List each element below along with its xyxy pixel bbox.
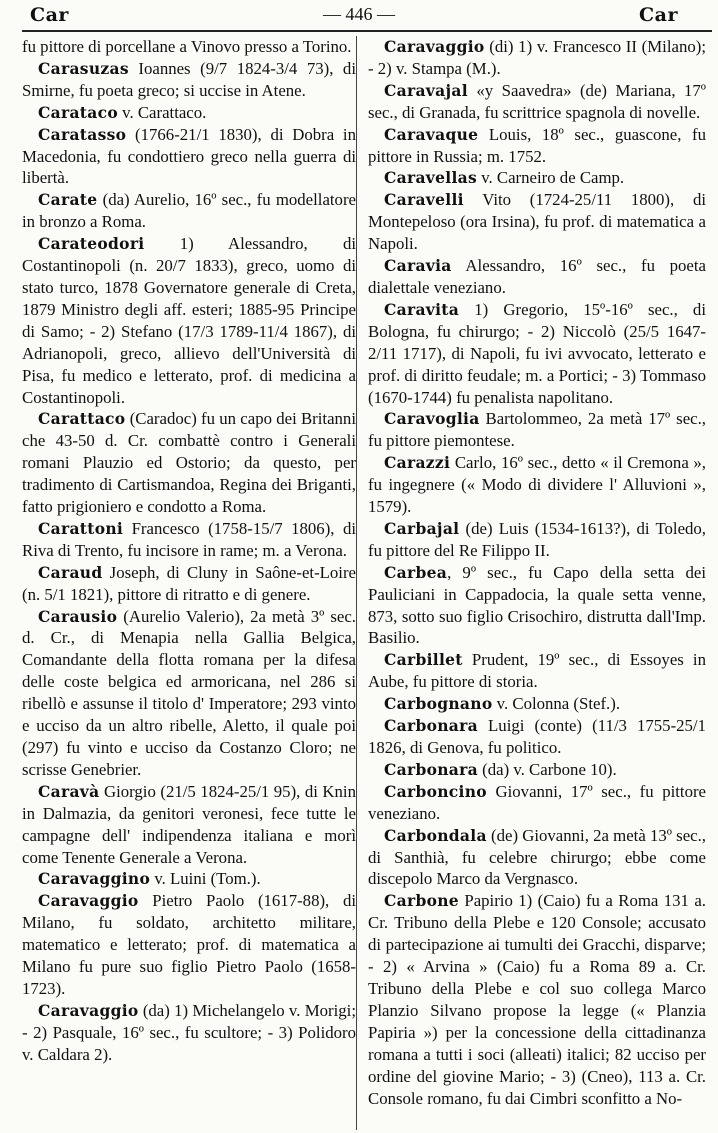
entry-text: Ioannes (9/7 1824-3/4 73), di Smirne, fu poeta greco; si uccise in Atene.: [22, 58, 356, 100]
entry-headword: Caravoglia: [384, 409, 480, 429]
entry-headword: Caravita: [384, 299, 460, 319]
dictionary-entry: [368, 255, 706, 299]
dictionary-entry: [22, 189, 356, 233]
entry-headword: Carate: [38, 190, 98, 210]
entry-headword: Caravaggio: [38, 1000, 139, 1020]
page-header: [0, 2, 718, 28]
entry-headword: Carateodori: [38, 234, 145, 254]
right-column: [368, 36, 706, 1130]
column-divider: [356, 36, 357, 1130]
entry-text: v. Colonna (Stef.).: [492, 694, 621, 714]
dictionary-entry: [22, 124, 356, 190]
entry-text: Pietro Paolo (1617-88), di Milano, fu soldato, architetto militare, matematico e letterato; prof. di matematica a Milano fu pure suo figlio Pietro Paolo (1658-1723).: [22, 891, 356, 998]
entry-text: Giorgio (21/5 1824-25/1 95), di Knin in Dalmazia, da genitori veronesi, fece tutte le campagne dell' indipendenza italiana e morì come Tenente Generale a Verona.: [22, 781, 356, 867]
entry-headword: Caravaggio: [38, 891, 139, 911]
dictionary-entry: [22, 868, 356, 890]
entry-headword: Carausio: [38, 606, 118, 626]
entry-headword: Carbognano: [384, 694, 493, 714]
dictionary-entry: [368, 825, 706, 891]
entry-headword: Carbone: [384, 891, 459, 911]
header-left-word: Car: [30, 4, 69, 26]
entry-headword: Caraud: [38, 562, 103, 582]
entry-text: 1) Gregorio, 15º-16º sec., di Bologna, fu chirurgo; - 2) Niccolò (25/5 1647-2/11 1717), di Napoli, fu ivi avvocato, letterato e prof. di diritto feudale; m. a Portici; - 3) Tommaso (1670-1744) fu penalista napolitano.: [368, 299, 706, 407]
dictionary-entry: [368, 759, 706, 781]
entry-headword: Caratasso: [38, 124, 127, 144]
entry-headword: Carattoni: [38, 518, 124, 538]
header-rule: [22, 30, 712, 32]
entry-headword: Carbillet: [384, 650, 463, 670]
entry-headword: Carbonara: [384, 716, 478, 736]
entry-headword: Carbonara: [384, 759, 478, 779]
dictionary-entry: [368, 189, 706, 255]
entry-text: Alessandro, 16º sec., fu poeta dialettale veneziano.: [368, 256, 706, 297]
header-right-word: Car: [639, 4, 678, 26]
dictionary-entry: [22, 408, 356, 518]
dictionary-entry: [368, 693, 706, 715]
entry-headword: Caravaggio: [384, 37, 485, 56]
dictionary-entry: [368, 890, 706, 1109]
entry-text: Carlo, 16º sec., detto « il Cremona », fu ingegnere (« Modo di dividere l' Alluvioni », 1579).: [368, 453, 706, 517]
entry-text: Giovanni, 17º sec., fu pittore veneziano.: [368, 781, 706, 823]
dictionary-entry: [368, 562, 706, 650]
entry-headword: Carbondala: [384, 825, 487, 845]
dictionary-entry: [368, 80, 706, 124]
entry-text: Luigi (conte) (11/3 1755-25/1 1826, di Genova, fu politico.: [368, 716, 706, 757]
left-column: [22, 36, 356, 1130]
entry-headword: Caravajal: [384, 80, 468, 100]
dictionary-entry: [368, 408, 706, 452]
dictionary-entry: [22, 1000, 356, 1066]
dictionary-entry: [22, 606, 356, 781]
entry-headword: Caravellas: [384, 168, 478, 188]
dictionary-entry: [368, 649, 706, 693]
entry-headword: Caravia: [384, 256, 452, 276]
entry-headword: Carasuzas: [38, 58, 129, 78]
dictionary-entry: [368, 518, 706, 562]
entry-headword: Carbea: [384, 562, 448, 582]
dictionary-entry: [22, 233, 356, 408]
entry-headword: Caravaggino: [38, 869, 151, 889]
entry-text: v. Carattaco.: [117, 102, 207, 122]
entry-headword: Carboncino: [384, 781, 487, 801]
entry-text: (de) Luis (1534-1613?), di Toledo, fu pittore del Re Filippo II.: [368, 518, 706, 560]
entry-text: Vito (1724-25/11 1800), di Montepeloso (ora Irsina), fu prof. di matematica a Napoli.: [368, 190, 706, 254]
dictionary-entry: [22, 58, 356, 102]
entry-text: Joseph, di Cluny in Saône-et-Loire (n. 5/1 1821), pittore di ritratto e di genere.: [22, 562, 356, 604]
dictionary-entry: [368, 124, 706, 168]
entry-headword: Caravelli: [384, 190, 464, 210]
entry-text: v. Luini (Tom.).: [150, 869, 261, 889]
entry-headword: Carazzi: [384, 453, 451, 473]
entry-text: Prudent, 19º sec., di Essoyes in Aube, fu pittore di storia.: [368, 650, 706, 692]
entry-headword: Carattaco: [38, 409, 126, 429]
dictionary-entry: [368, 781, 706, 825]
entry-headword: Caravaque: [384, 124, 479, 144]
dictionary-entry: [22, 890, 356, 1000]
entry-text: fu pittore di porcellane a Vinovo presso a Torino.: [22, 37, 352, 56]
entry-text: v. Carneiro de Camp.: [477, 168, 625, 188]
dictionary-entry: [368, 36, 706, 80]
dictionary-entry: [22, 36, 356, 58]
entry-text: Louis, 18º sec., guascone, fu pittore in Russia; m. 1752.: [368, 124, 706, 166]
entry-text: Papirio 1) (Caio) fu a Roma 131 a. Cr. Tribuno della Plebe e 120 Console; accusato di partecipazione ai tumulti dei Gracchi, disparve; - 2) « Arvina » (Caio) fu a Roma 89 a. Cr. Tribuno della Plebe e col suo collega Marco Planzio Silvano propose la legge (« Planzia Papiria ») per la concessione della cittadinanza romana a tutti i soci (alleati) italici; 82 ucciso per ordine del giovine Mario; - 3) (Cneo), 113 a. Cr. Console romano, fu dai Cimbri sconfitto a No-: [368, 891, 706, 1108]
entry-headword: Caravà: [38, 781, 100, 801]
dictionary-entry: [22, 562, 356, 606]
entry-text: (da) v. Carbone 10).: [477, 759, 617, 779]
entry-text: (da) Aurelio, 16º sec., fu modellatore in bronzo a Roma.: [22, 190, 356, 232]
dictionary-entry: [368, 715, 706, 759]
entry-text: (di) 1) v. Francesco II (Milano); - 2) v. Stampa (M.).: [368, 37, 706, 78]
entry-text: (1766-21/1 1830), di Dobra in Macedonia, fu condottiero greco nella guerra di libertà.: [22, 124, 356, 188]
entry-text: (de) Giovanni, 2a metà 13º sec., di Santhià, fu celebre chirurgo; ebbe come discepolo Marco da Vergnasco.: [368, 825, 706, 889]
dictionary-entry: [368, 299, 706, 409]
dictionary-entry: [368, 167, 706, 189]
entry-text: Francesco (1758-15/7 1806), di Riva di Trento, fu incisore in rame; m. a Verona.: [22, 518, 356, 560]
entry-text: Bartolommeo, 2a metà 17º sec., fu pittore piemontese.: [368, 409, 706, 451]
entry-text: 1) Alessandro, di Costantinopoli (n. 20/7 1833), greco, uomo di stato turco, 1878 Governatore generale di Creta, 1879 Ministro degli aff. esteri; 1885-95 Principe di Samo; - 2) Stefano (17/3 1789-11/4 1867), di Adrianopoli, greco, allievo dell'Università di Pisa, fu medico e letterato, prof. di medicina a Costantinopoli.: [22, 234, 356, 407]
entry-text: (Aurelio Valerio), 2a metà 3º sec. d. Cr., di Menapia nella Gallia Belgica, Comandante della flotta romana per la difesa delle coste belgica ed armoricana, nel 286 si ribellò e assunse il titolo d' Imperatore; 293 vinto e ucciso da un altro ribelle, Aletto, il quale poi (297) fu vinto e ucciso da Costanzo Cloro; ne scrisse Genebrier.: [22, 606, 356, 779]
entry-text: «y Saavedra» (de) Mariana, 17º sec., di Granada, fu scrittrice spagnola di novelle.: [368, 80, 706, 122]
entry-text: , 9º sec., fu Capo della setta dei Pauliciani in Cappadocia, la quale setta venne, 873, sotto suo figlio Crisochiro, distrutta dall'Imp. Basilio.: [368, 562, 706, 648]
dictionary-entry: [22, 518, 356, 562]
entry-text: (da) 1) Michelangelo v. Morigi; - 2) Pasquale, 16º sec., fu scultore; - 3) Polidoro v. Caldara 2).: [22, 1000, 356, 1064]
page-number: — 446 —: [323, 4, 395, 24]
dictionary-entry: [22, 102, 356, 124]
entry-text: (Caradoc) fu un capo dei Britanni che 43-50 d. Cr. combattè contro i Generali romani Plauzio ed Ostorio; da questo, per tradimento di Cartismandoa, Regina dei Briganti, fatto prigioniero e condotto a Roma.: [22, 409, 356, 517]
dictionary-entry: [368, 452, 706, 518]
dictionary-entry: [22, 781, 356, 869]
entry-headword: Carbajal: [384, 518, 460, 538]
entry-headword: Caratacο: [38, 102, 118, 122]
